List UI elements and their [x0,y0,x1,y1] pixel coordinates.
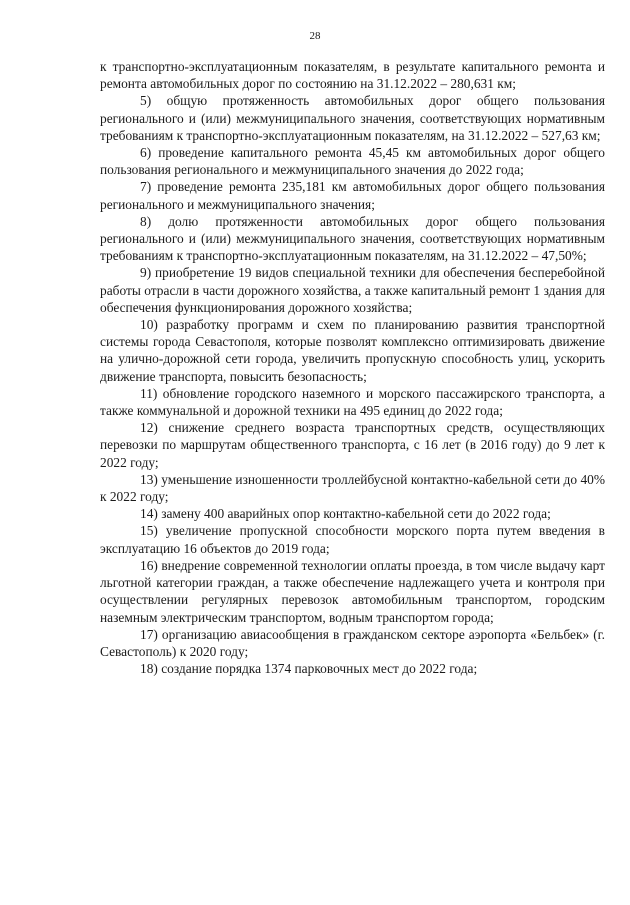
page-number: 28 [309,30,321,42]
paragraph-continuation: к транспортно-эксплуатационным показателям, в результате капитального ремонта и ремонта автомобильных дорог по состоянию на 31.12.2022 – 280,631 км; [100,59,605,92]
document-body [100,58,605,677]
paragraph-item-5: 5) общую протяженность автомобильных дорог общего пользования регионального и (или) межмуниципального значения, соответствующих нормативным требованиям к транспортно-эксплуатационным показателям, на 31.12.2022 – 527,63 км; [100,93,605,143]
paragraph-item-13: 13) уменьшение изношенности троллейбусной контактно-кабельной сети до 40% к 2022 году; [100,471,605,505]
paragraph-item-16: 16) внедрение современной технологии оплаты проезда, в том числе выдачу карт льготной категории граждан, а также обеспечение надлежащего учета и контроля при осуществлении регулярных перевозок автомобильным транспортом, городским наземным электрическим транспортом, водным транспортом города; [100,557,605,625]
paragraph-item-6: 6) проведение капитального ремонта 45,45 км автомобильных дорог общего пользования регионального и межмуниципального значения до 2022 года; [100,145,605,178]
paragraph-item-17: 17) организацию авиасообщения в гражданском секторе аэропорта «Бельбек» (г. Севастополь) к 2020 году; [100,626,605,659]
paragraph-item-11: 11) обновление городского наземного и морского пассажирского транспорта, а также коммунальной и дорожной техники на 495 единиц до 2022 года; [100,385,605,419]
paragraph-item-14: 14) замену 400 аварийных опор контактно-кабельной сети до 2022 года; [140,506,551,522]
paragraph-item-18: 18) создание порядка 1374 парковочных мест до 2022 года; [140,661,478,677]
paragraph-item-15: 15) увеличение пропускной способности морского порта путем введения в эксплуатацию 16 объектов до 2019 года; [100,523,605,556]
paragraph-item-7: 7) проведение ремонта 235,181 км автомобильных дорог общего пользования регионального и межмуниципального значения; [100,179,605,212]
paragraph-item-12: 12) снижение среднего возраста транспортных средств, осуществляющих перевозки по маршрутам общественного транспорта, с 16 лет (в 2016 году) до 9 лет к 2022 году; [100,420,605,470]
paragraph-item-8: 8) долю протяженности автомобильных дорог общего пользования регионального и (или) межмуниципального значения, соответствующих нормативным требованиям к транспортно-эксплуатационным показателям, на 31.12.2022 – 47,50%; [100,213,605,264]
paragraph-item-9: 9) приобретение 19 видов специальной техники для обеспечения бесперебойной работы отрасли в части дорожного хозяйства, а также капитальный ремонт 1 здания для обеспечения функционирования дорожного хозяйства; [100,265,605,315]
paragraph-item-10: 10) разработку программ и схем по планированию развития транспортной системы города Севастополя, которые позволят комплексно оптимизировать движение на улично-дорожной сети города, увеличить пропускную способность улиц, ускорить движение транспорта, повысить безопасность; [100,317,605,384]
